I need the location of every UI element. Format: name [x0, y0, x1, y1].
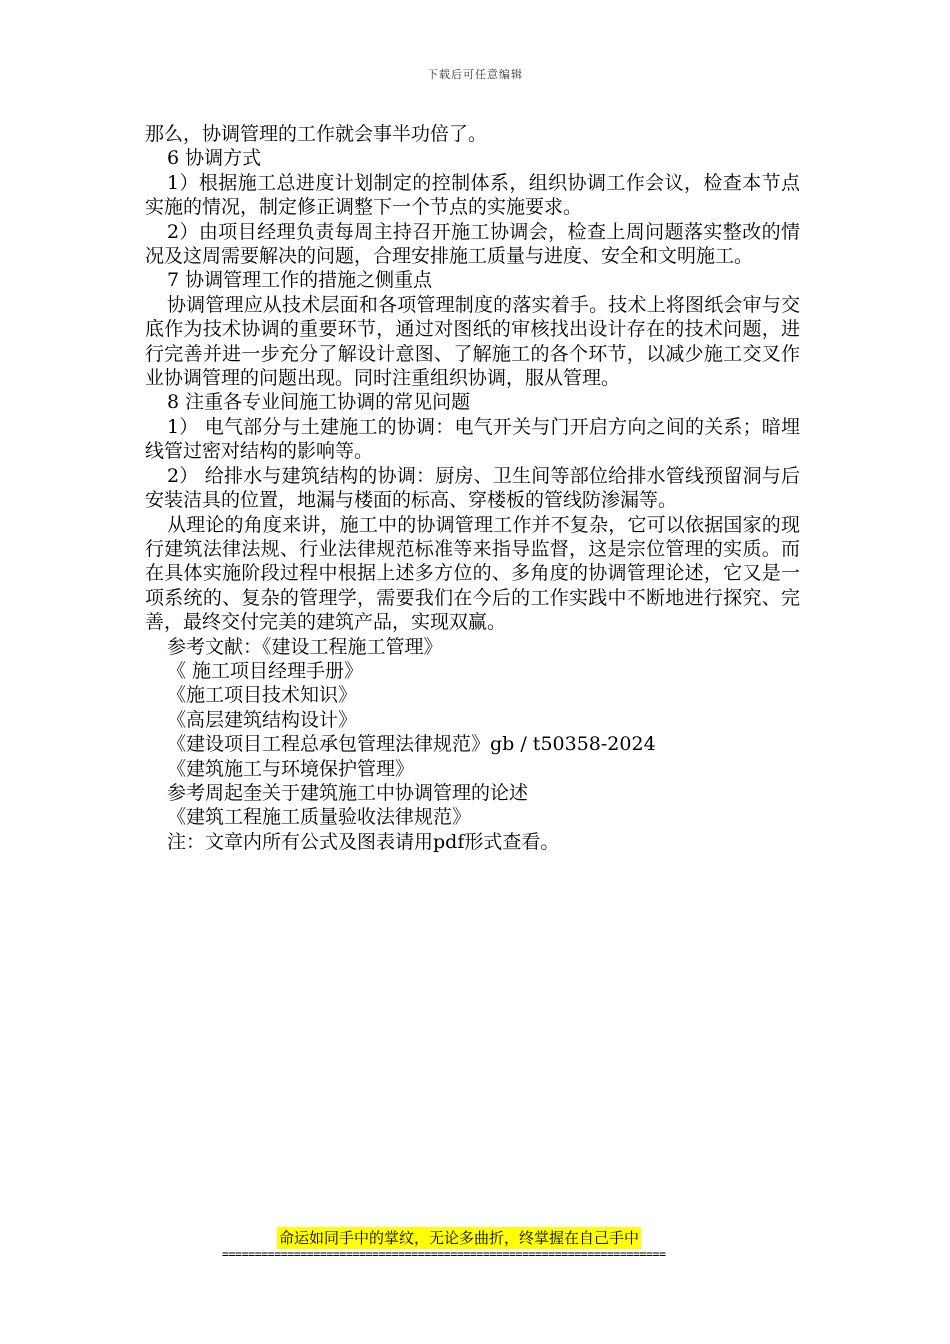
reference-item: 《建筑施工与环境保护管理》: [167, 757, 415, 780]
paragraph: 2）由项目经理负责每周主持召开施工协调会，检查上周问题落实整改的情况及这周需要解决的问题，合理安排施工质量与进度、安全和文明施工。: [145, 220, 800, 268]
reference-item: 《施工项目技术知识》: [167, 684, 358, 707]
page-header-note: 下载后可任意编辑: [427, 68, 523, 81]
reference-item: 《建设项目工程总承包管理法律规范》gb / t50358-2024: [167, 733, 656, 756]
reference-list: [145, 635, 800, 855]
paragraph: 1）根据施工总进度计划制定的控制体系，组织协调工作会议，检查本节点实施的情况，制定修正调整下一个节点的实施要求。: [145, 171, 800, 219]
footer-motto: 命运如同手中的掌纹，无论多曲折，终掌握在自己手中: [279, 1229, 640, 1247]
paragraph: 2） 给排水与建筑结构的协调：厨房、卫生间等部位给排水管线预留洞与后安装洁具的位置，地漏与楼面的标高、穿楼板的管线防渗漏等。: [145, 464, 800, 512]
paragraph: 那么，协调管理的工作就会事半功倍了。: [145, 123, 488, 145]
reference-item: 参考文献：《建设工程施工管理》: [167, 635, 443, 658]
reference-item: 《建筑工程施工质量验收法律规范》: [167, 806, 472, 829]
section-heading-8: 8 注重各专业间施工协调的常见问题: [167, 391, 471, 414]
document-body: [145, 122, 800, 854]
section-heading-6: 6 协调方式: [167, 147, 262, 170]
reference-item: 参考周起奎关于建筑施工中协调管理的论述: [167, 781, 529, 804]
conclusion-paragraph: 从理论的角度来讲，施工中的协调管理工作并不复杂，它可以依据国家的现行建筑法律法规、行业法律规范标准等来指导监督，这是宗位管理的实质。而在具体实施阶段过程中根据上述多方位的、多角度的协调管理论述，它又是一项系统的、复杂的管理学，需要我们在今后的工作实践中不断地进行探究、完善，最终交付完美的建筑产品，实现双赢。: [145, 513, 800, 634]
reference-item: 《 施工项目经理手册》: [167, 659, 364, 682]
paragraph: 1） 电气部分与土建施工的协调：电气开关与门开启方向之间的关系；暗埋线管过密对结构的影响等。: [145, 415, 800, 463]
section-heading-7: 7 协调管理工作的措施之侧重点: [167, 269, 433, 292]
reference-item: 《高层建筑结构设计》: [167, 708, 358, 731]
note-line: 注：文章内所有公式及图表请用pdf形式查看。: [167, 830, 560, 853]
footer-divider-rule: ====================================================================: [222, 1247, 666, 1261]
paragraph: 协调管理应从技术层面和各项管理制度的落实着手。技术上将图纸会审与交底作为技术协调的重要环节，通过对图纸的审核找出设计存在的技术问题，进行完善并进一步充分了解设计意图、了解施工的各个环节，以减少施工交叉作业协调管理的问题出现。同时注重组织协调，服从管理。: [145, 293, 800, 390]
